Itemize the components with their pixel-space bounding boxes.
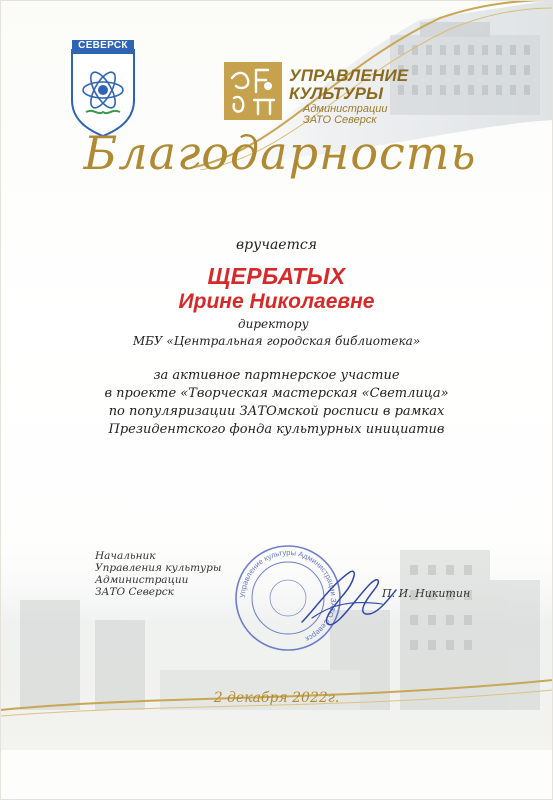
reason-line: по популяризации ЗАТОмской росписи в рамках xyxy=(108,404,445,419)
signatory-title-line: ЗАТО Северск xyxy=(95,586,174,598)
issue-date: 2 декабря 2022г. xyxy=(213,690,340,706)
reason-line: Президентского фонда культурных инициатив xyxy=(108,422,445,437)
recipient-organization: МБУ «Центральная городская библиотека» xyxy=(132,334,421,348)
certificate-title: Благодарность xyxy=(83,126,477,180)
recipient-position: директору xyxy=(238,317,309,331)
emblem-city-label: СЕВЕРСК xyxy=(78,40,128,51)
svg-text:Управление культуры Администра: Управление культуры Администрации ЗАТО Северск xyxy=(237,547,339,644)
org-name-line2: КУЛЬТУРЫ xyxy=(289,84,383,103)
reason-line: в проекте «Творческая мастерская «Светлица» xyxy=(104,386,449,401)
signatory-name: П. И. Никитин xyxy=(382,587,471,600)
org-name-line3: Администрации xyxy=(303,103,388,115)
org-name-line4: ЗАТО Северск xyxy=(303,114,377,126)
awarded-label: вручается xyxy=(236,237,317,253)
org-name-line1: УПРАВЛЕНИЕ xyxy=(289,66,409,85)
recipient-name: Ирине Николаевне xyxy=(178,290,375,313)
signatory-title-line: Администрации xyxy=(95,574,189,586)
signatory-title-line: Управления культуры xyxy=(95,562,222,574)
signatory-title-line: Начальник xyxy=(95,550,156,562)
recipient-surname: ЩЕРБАТЫХ xyxy=(207,263,346,289)
reason-line: за активное партнерское участие xyxy=(153,368,400,383)
